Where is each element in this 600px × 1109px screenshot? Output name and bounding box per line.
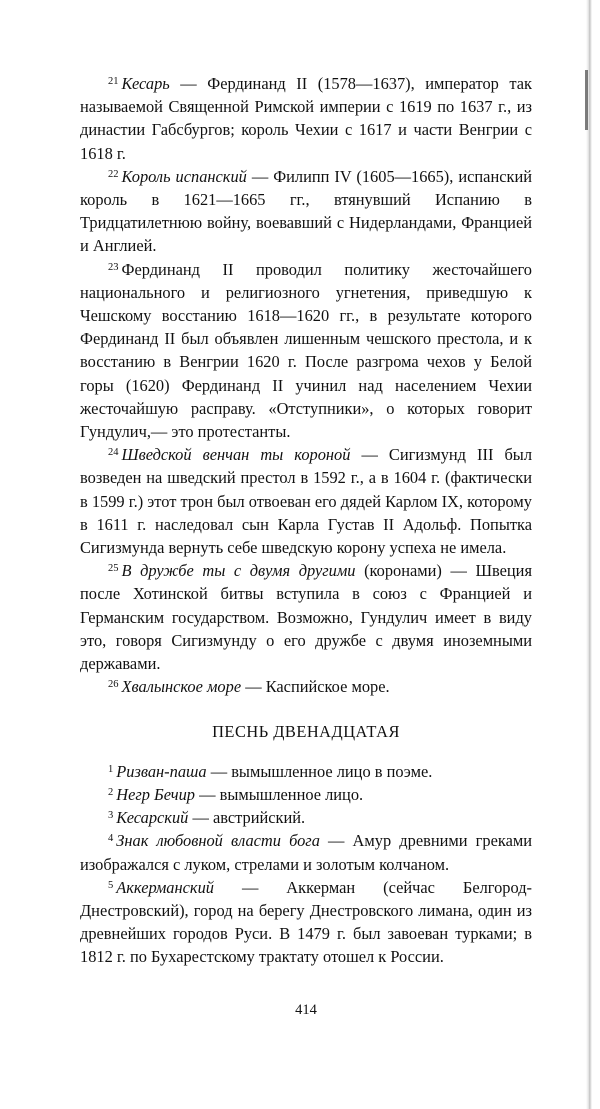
note-22 bbox=[80, 165, 532, 258]
note-number: 21 bbox=[108, 76, 119, 87]
note-number: 26 bbox=[108, 679, 119, 691]
note-number: 1 bbox=[108, 763, 114, 775]
note-number: 23 bbox=[108, 261, 119, 273]
page-number: 414 bbox=[295, 1002, 317, 1018]
note-23 bbox=[80, 258, 532, 444]
notes-top bbox=[80, 72, 532, 698]
note-26 bbox=[80, 675, 532, 698]
note-text: — вымышленное лицо в поэме. bbox=[206, 761, 433, 781]
notes-page bbox=[80, 72, 532, 969]
note-term: Хвалынское море bbox=[121, 677, 242, 697]
note-term: Ризван-паша bbox=[116, 761, 207, 781]
page-edge-shadow bbox=[586, 0, 592, 1109]
note-text: — вымышленное лицо. bbox=[195, 784, 364, 804]
note-term: В дружбе ты с двумя другими bbox=[121, 561, 356, 581]
note-5 bbox=[80, 876, 532, 969]
note-number: 24 bbox=[108, 447, 119, 459]
note-term: Король испанский bbox=[121, 166, 247, 186]
note-term: Знак любовной власти бога bbox=[116, 831, 320, 851]
note-text: — Каспийское море. bbox=[241, 677, 390, 697]
note-term: Аккерманский bbox=[116, 877, 214, 897]
note-number: 3 bbox=[108, 810, 114, 822]
note-4 bbox=[80, 829, 532, 875]
note-text: (коронами) — Швеция после Хотинской битвы вступила в союз с Францией и Германским государством. Возможно, Гундулич имеет в виду это, говоря Сигизмунду о его дружбе с двумя иноземными державами. bbox=[80, 561, 532, 674]
section-heading: ПЕСНЬ ДВЕНАДЦАТАЯ bbox=[212, 722, 400, 742]
note-number: 22 bbox=[108, 168, 119, 180]
note-number: 5 bbox=[108, 879, 114, 891]
note-number: 25 bbox=[108, 563, 119, 575]
note-term: Шведской венчан ты короной bbox=[121, 445, 351, 465]
notes-bottom bbox=[80, 760, 532, 969]
note-24 bbox=[80, 443, 532, 559]
note-text: — Филипп IV (1605—1665), испанский король в 1621—1665 гг., втянувший Испанию в Тридцатилетнюю войну, воевавший с Нидерландами, Францией и Англией. bbox=[80, 166, 532, 256]
note-term: Кесарский bbox=[116, 808, 189, 828]
note-term: Кесарь bbox=[121, 74, 170, 93]
note-2 bbox=[80, 783, 532, 806]
note-text: — Фердинанд II (1578—1637), император так называемой Священной Римской империи с 1619 по 1637 г., из династии Габсбургов; король Чехии с 1617 и части Венгрии с 1618 г. bbox=[80, 74, 532, 163]
note-25 bbox=[80, 559, 532, 675]
note-text: Фердинанд II проводил политику жесточайшего национального и религиозного угнетения, приведшую к Чешскому восстанию 1618—1620 гг., в результате которого Фердинанд II был объявлен лишенным чешского престола, и к восстанию в Венгрии 1620 г. После разгрома чехов у Белой горы (1620) Фердинанд II учинил над населением Чехии жесточайшую расправу. «Отступники», о которых говорит Гундулич,— это протестанты. bbox=[80, 259, 532, 442]
note-number: 2 bbox=[108, 786, 114, 798]
binding-mark bbox=[585, 70, 588, 130]
note-text: — Амур древними греками изображался с луком, стрелами и золотым колчаном. bbox=[80, 831, 532, 874]
note-text: — Аккерман (сейчас Белгород-Днестровский), город на берегу Днестровского лимана, один из древнейших городов Руси. В 1479 г. был завоеван турками; в 1812 г. по Бухарестскому трактату отошел к России. bbox=[80, 877, 532, 967]
note-1 bbox=[80, 760, 532, 783]
note-text: — австрийский. bbox=[188, 808, 306, 828]
note-term: Негр Бечир bbox=[116, 784, 195, 804]
note-text: — Сигизмунд III был возведен на шведский престол в 1592 г., а в 1604 г. (фактически в 1599 г.) этот трон был отвоеван его дядей Карлом IX, которому в 1611 г. наследовал сын Карла Густав II Адольф. Попытка Сигизмунда вернуть себе шведскую корону успеха не имела. bbox=[80, 445, 532, 558]
note-3 bbox=[80, 806, 532, 829]
note-number: 4 bbox=[108, 833, 114, 845]
note-21 bbox=[80, 72, 532, 165]
